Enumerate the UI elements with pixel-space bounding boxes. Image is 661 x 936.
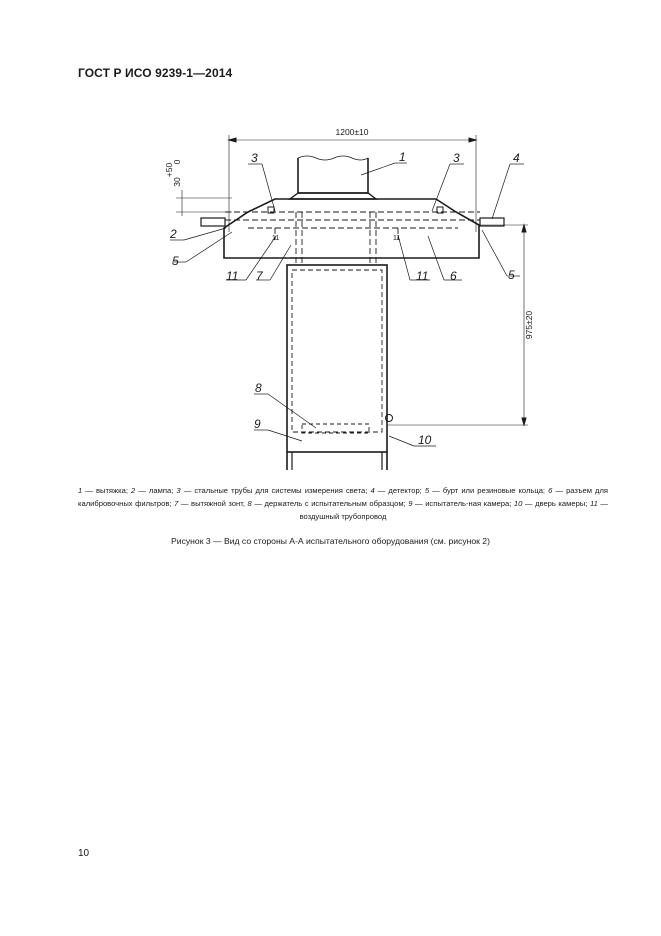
legend-item: 7 — вытяжной зонт,: [174, 499, 248, 508]
exhaust-hood: [224, 199, 479, 258]
callout-3-left: 3: [251, 151, 258, 165]
callout-7: 7: [256, 269, 263, 283]
callout-2: 2: [170, 227, 177, 241]
chamber-inner: [292, 270, 382, 432]
callout-11-left: 11: [226, 269, 239, 283]
legend-item: 8 — держатель с испытательным образцом;: [247, 499, 409, 508]
callout-3-right: 3: [453, 151, 460, 165]
page-number: 10: [78, 848, 90, 859]
small-label-right: 11: [393, 235, 401, 242]
tolerance-lower: 0: [172, 159, 182, 165]
legend-item: 11 — воздушный трубопровод: [299, 499, 608, 521]
figure-legend: [78, 484, 608, 523]
small-label-left: 11: [272, 235, 280, 242]
steel-pipes: [225, 212, 480, 265]
callout-4: 4: [513, 151, 520, 165]
legend-item: 10 — дверь камеры;: [513, 499, 590, 508]
duct-break-line: [298, 156, 368, 160]
arrow-right: [469, 138, 476, 142]
callout-10: 10: [418, 433, 432, 447]
callout-5-left: 5: [172, 254, 179, 268]
callout-6: 6: [450, 269, 457, 283]
legend-item: 5 — бурт или резиновые кольца;: [424, 486, 549, 495]
callout-9: 9: [254, 417, 261, 431]
tolerance-upper: +50: [164, 162, 174, 178]
callout-8: 8: [255, 381, 262, 395]
callout-11-right: 11: [416, 269, 429, 283]
offset-dimension: 30: [172, 177, 182, 187]
callout-5-right: 5: [508, 268, 515, 282]
legend-item: 1 — вытяжка;: [78, 486, 132, 495]
arrow-left: [229, 138, 236, 142]
callout-1: 1: [399, 150, 406, 164]
lamp: [201, 218, 225, 226]
document-header: ГОСТ Р ИСО 9239-1—2014: [78, 66, 233, 80]
legend-item: 3 — стальные трубы для системы измерения света;: [176, 486, 371, 495]
figure-caption: Рисунок 3 — Вид со стороны А-А испытательного оборудования (см. рисунок 2): [171, 536, 490, 546]
legend-item: 4 — детектор;: [370, 486, 425, 495]
legend-item: 2 — лампа;: [131, 486, 177, 495]
width-dimension-label: 1200±10: [335, 127, 369, 137]
exhaust-transition: [290, 193, 376, 199]
height-dimension-label: 975±20: [524, 310, 534, 340]
legend-item: 6 — разъем для калибровочных фильтров;: [78, 486, 608, 508]
legend-item: 9 — испытатель-ная камера;: [408, 499, 514, 508]
